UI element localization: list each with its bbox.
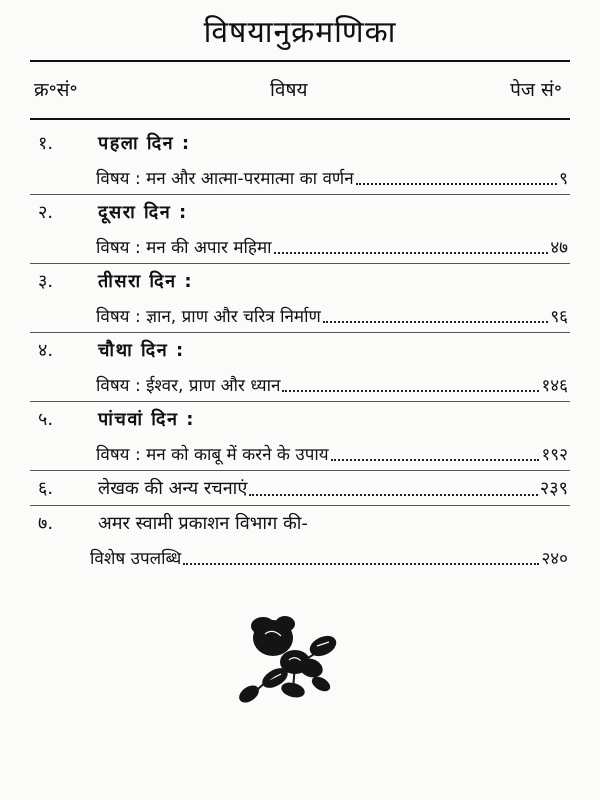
entry-number: १. <box>38 133 54 154</box>
leader-dots <box>274 242 549 254</box>
entry-topic: विषय : मन और आत्मा-परमात्मा का वर्णन <box>96 168 354 189</box>
entry-number: ५. <box>38 409 54 430</box>
entry-number: ४. <box>38 340 54 361</box>
entry-day: चौथा दिन : <box>98 340 185 361</box>
toc-entry <box>30 195 570 264</box>
entry-topic: विषय : मन को काबू में करने के उपाय <box>96 444 329 465</box>
leader-dots <box>356 173 558 185</box>
entry-page: २४० <box>541 548 568 569</box>
leader-dots <box>323 311 549 323</box>
header-page: पेज सं॰ <box>510 79 562 101</box>
flower-ornament <box>235 612 345 708</box>
toc-entry <box>30 126 570 195</box>
header-subject: विषय <box>270 79 308 101</box>
toc-entry <box>30 333 570 402</box>
entry-page: १९२ <box>541 444 568 465</box>
toc-entry <box>30 264 570 333</box>
entry-day: पहला दिन : <box>98 133 191 154</box>
entry-number: २. <box>38 202 54 223</box>
entry-topic: विषय : मन की अपार महिमा <box>96 237 272 258</box>
entry-number: ६. <box>38 478 54 499</box>
entry-day: तीसरा दिन : <box>98 271 194 292</box>
page-title: विषयानुक्रमणिका <box>203 15 397 50</box>
entry-number: ३. <box>38 271 54 292</box>
header-serial: क्र॰सं॰ <box>34 79 78 101</box>
entry-page: ४७ <box>550 237 568 258</box>
toc-list <box>30 126 570 574</box>
entry-page: ९६ <box>550 306 568 327</box>
table-header <box>30 60 570 120</box>
leader-dots <box>183 553 539 565</box>
entry-topic: विषय : ज्ञान, प्राण और चरित्र निर्माण <box>96 306 321 327</box>
entry-text: अमर स्वामी प्रकाशन विभाग की- <box>98 513 308 534</box>
entry-page: २३९ <box>539 478 568 499</box>
entry-topic: विषय : ईश्वर, प्राण और ध्यान <box>96 375 281 396</box>
entry-text: लेखक की अन्य रचनाएं <box>98 478 248 499</box>
entry-text-continued: विशेष उपलब्धि <box>90 548 182 569</box>
entry-day: दूसरा दिन : <box>98 202 188 223</box>
entry-page: ९ <box>559 168 568 189</box>
leader-dots <box>331 449 540 461</box>
toc-entry <box>30 471 570 506</box>
entry-page: १४६ <box>541 375 568 396</box>
entry-number: ७. <box>38 513 54 534</box>
entry-day: पांचवां दिन : <box>98 409 195 430</box>
toc-entry <box>30 506 570 574</box>
leader-dots <box>282 380 539 392</box>
leader-dots <box>249 484 538 496</box>
toc-entry <box>30 402 570 471</box>
